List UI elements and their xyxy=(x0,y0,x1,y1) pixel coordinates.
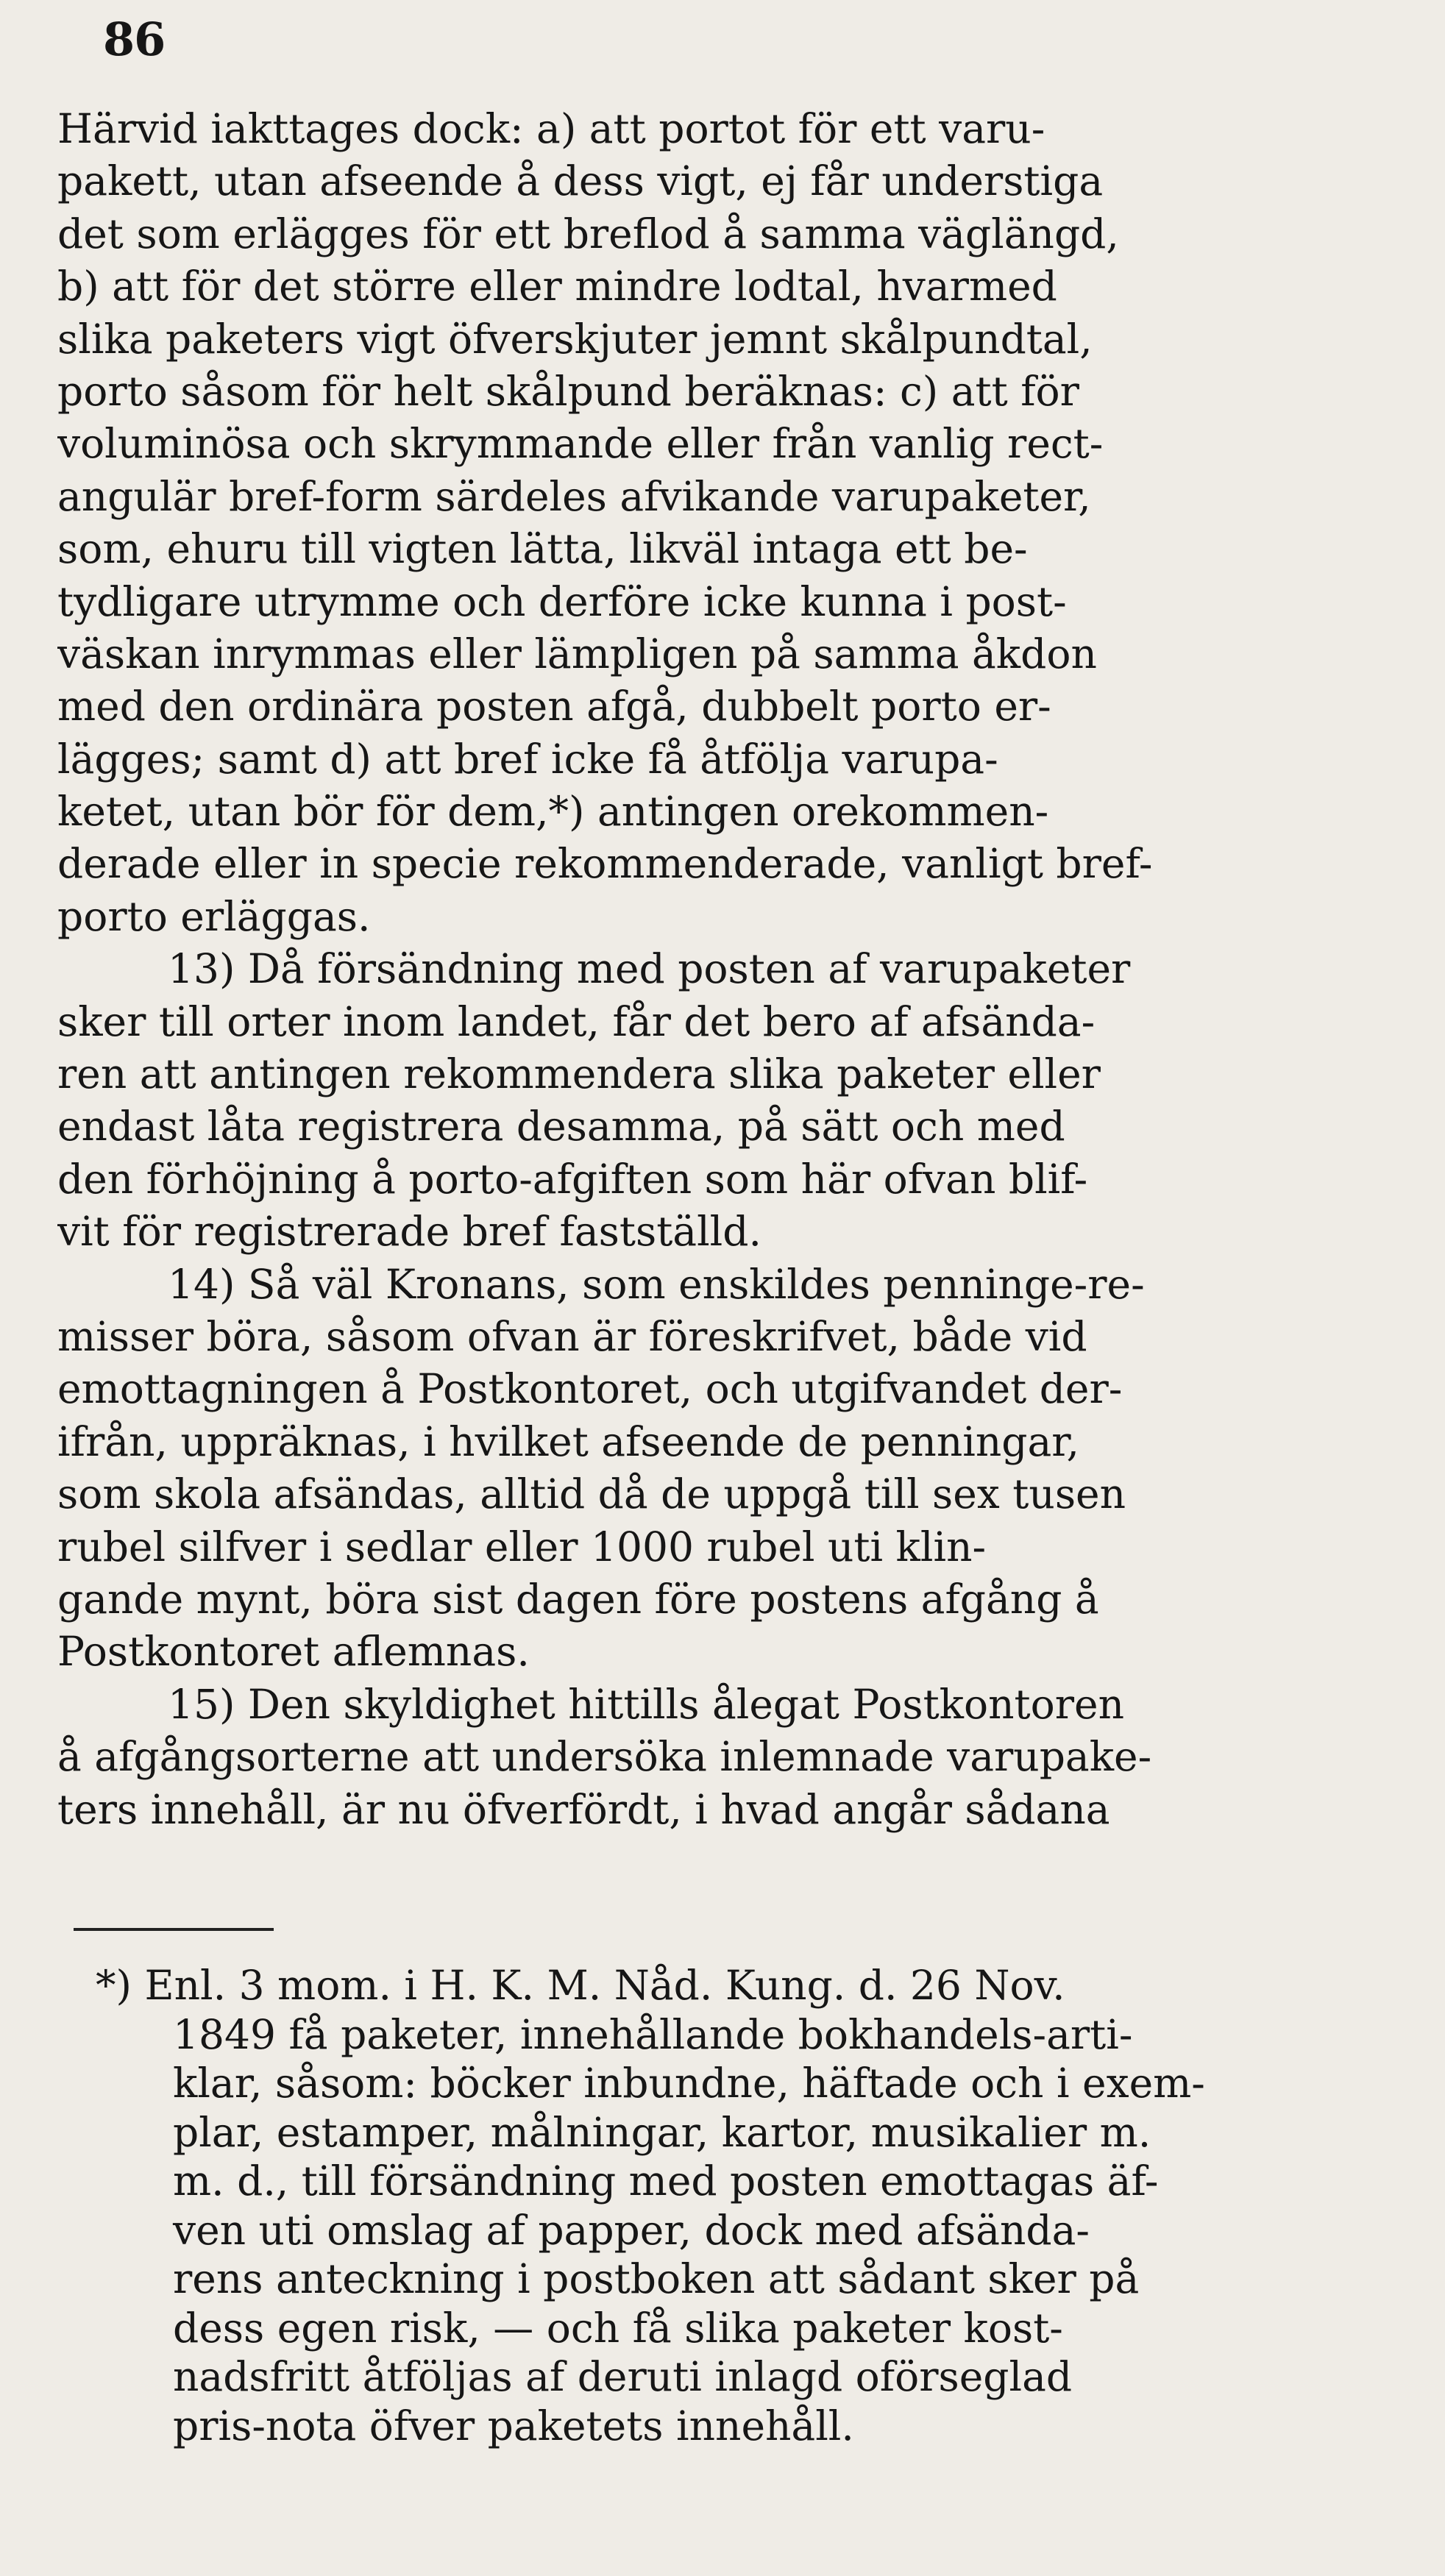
footnote-line: plar, estamper, målningar, kartor, musikalier m. xyxy=(173,2108,1151,2156)
text-line: Härvid iakttages dock: a) att portot för ett varu- xyxy=(57,105,1045,152)
text-line: ketet, utan bör för dem,*) antingen orekommen- xyxy=(57,788,1049,836)
footnote-divider xyxy=(74,1928,274,1931)
footnote-line: m. d., till försändning med posten emottagas äf- xyxy=(173,2157,1159,2205)
text-line: endast låta registrera desamma, på sätt och med xyxy=(57,1103,1065,1150)
text-line: som skola afsändas, alltid då de uppgå till sex tusen xyxy=(57,1470,1126,1518)
text-line: ters innehåll, är nu öfverfördt, i hvad angår sådana xyxy=(57,1785,1110,1833)
paragraph-14-first-line: 14) Så väl Kronans, som enskildes penninge-re- xyxy=(168,1260,1145,1308)
text-line: som, ehuru till vigten lätta, likväl intaga ett be- xyxy=(57,525,1028,573)
text-line: det som erlägges för ett breflod å samma väglängd, xyxy=(57,210,1119,257)
text-line: voluminösa och skrymmande eller från vanlig rect- xyxy=(57,420,1104,468)
text-line: ren att antingen rekommendera slika paketer eller xyxy=(57,1050,1101,1098)
text-line: å afgångsorterne att undersöka inlemnade varupake- xyxy=(57,1733,1152,1781)
paragraph-13-first-line: 13) Då försändning med posten af varupaketer xyxy=(168,945,1131,993)
text-line: Postkontoret aflemnas. xyxy=(57,1628,530,1676)
paragraph-15-first-line: 15) Den skyldighet hittills ålegat Postkontoren xyxy=(168,1680,1125,1728)
footnote-line: rens anteckning i postboken att sådant sker på xyxy=(173,2255,1140,2302)
page-number: 86 xyxy=(103,13,166,66)
text-line: väskan inrymmas eller lämpligen på samma åkdon xyxy=(57,630,1097,677)
footnote-line: klar, såsom: böcker inbundne, häftade och i exem- xyxy=(173,2060,1205,2107)
text-line: ifrån, uppräknas, i hvilket afseende de penningar, xyxy=(57,1417,1079,1465)
text-line: porto såsom för helt skålpund beräknas: c) att för xyxy=(57,367,1079,415)
text-line: sker till orter inom landet, får det bero af afsända- xyxy=(57,997,1096,1045)
footnote-line: *) Enl. 3 mom. i H. K. M. Nåd. Kung. d. 26 Nov. xyxy=(96,1962,1065,2009)
footnote-line: ven uti omslag af papper, dock med afsända- xyxy=(173,2206,1090,2254)
text-line: b) att för det större eller mindre lodtal, hvarmed xyxy=(57,263,1057,310)
text-line: tydligare utrymme och derföre icke kunna i post- xyxy=(57,577,1067,625)
main-text xyxy=(57,103,1433,1836)
text-line: vit för registrerade bref fastställd. xyxy=(57,1208,761,1256)
text-line: den förhöjning å porto-afgiften som här ofvan blif- xyxy=(57,1155,1088,1203)
text-line: angulär bref-form särdeles afvikande varupaketer, xyxy=(57,472,1091,520)
text-line: porto erläggas. xyxy=(57,892,371,940)
text-line: misser böra, såsom ofvan är föreskrifvet, både vid xyxy=(57,1312,1087,1360)
footnote-line: pris-nota öfver paketets innehåll. xyxy=(173,2402,854,2449)
footnote-line: dess egen risk, — och få slika paketer kost- xyxy=(173,2304,1063,2352)
footnote-line: 1849 få paketer, innehållande bokhandels-arti- xyxy=(173,2010,1133,2058)
text-line: gande mynt, böra sist dagen före postens afgång å xyxy=(57,1575,1099,1623)
text-line: emottagningen å Postkontoret, och utgifvandet der- xyxy=(57,1365,1123,1413)
footnote xyxy=(88,1961,1435,2450)
text-line: derade eller in specie rekommenderade, vanligt bref- xyxy=(57,840,1153,888)
text-line: rubel silfver i sedlar eller 1000 rubel uti klin- xyxy=(57,1523,987,1570)
text-line: slika paketers vigt öfverskjuter jemnt skålpundtal, xyxy=(57,315,1093,363)
text-line: pakett, utan afseende å dess vigt, ej får understiga xyxy=(57,157,1104,205)
text-line: med den ordinära posten afgå, dubbelt porto er- xyxy=(57,683,1051,730)
text-line: lägges; samt d) att bref icke få åtfölja varupa- xyxy=(57,735,998,783)
footnote-line: nadsfritt åtföljas af deruti inlagd oförseglad xyxy=(173,2353,1073,2400)
